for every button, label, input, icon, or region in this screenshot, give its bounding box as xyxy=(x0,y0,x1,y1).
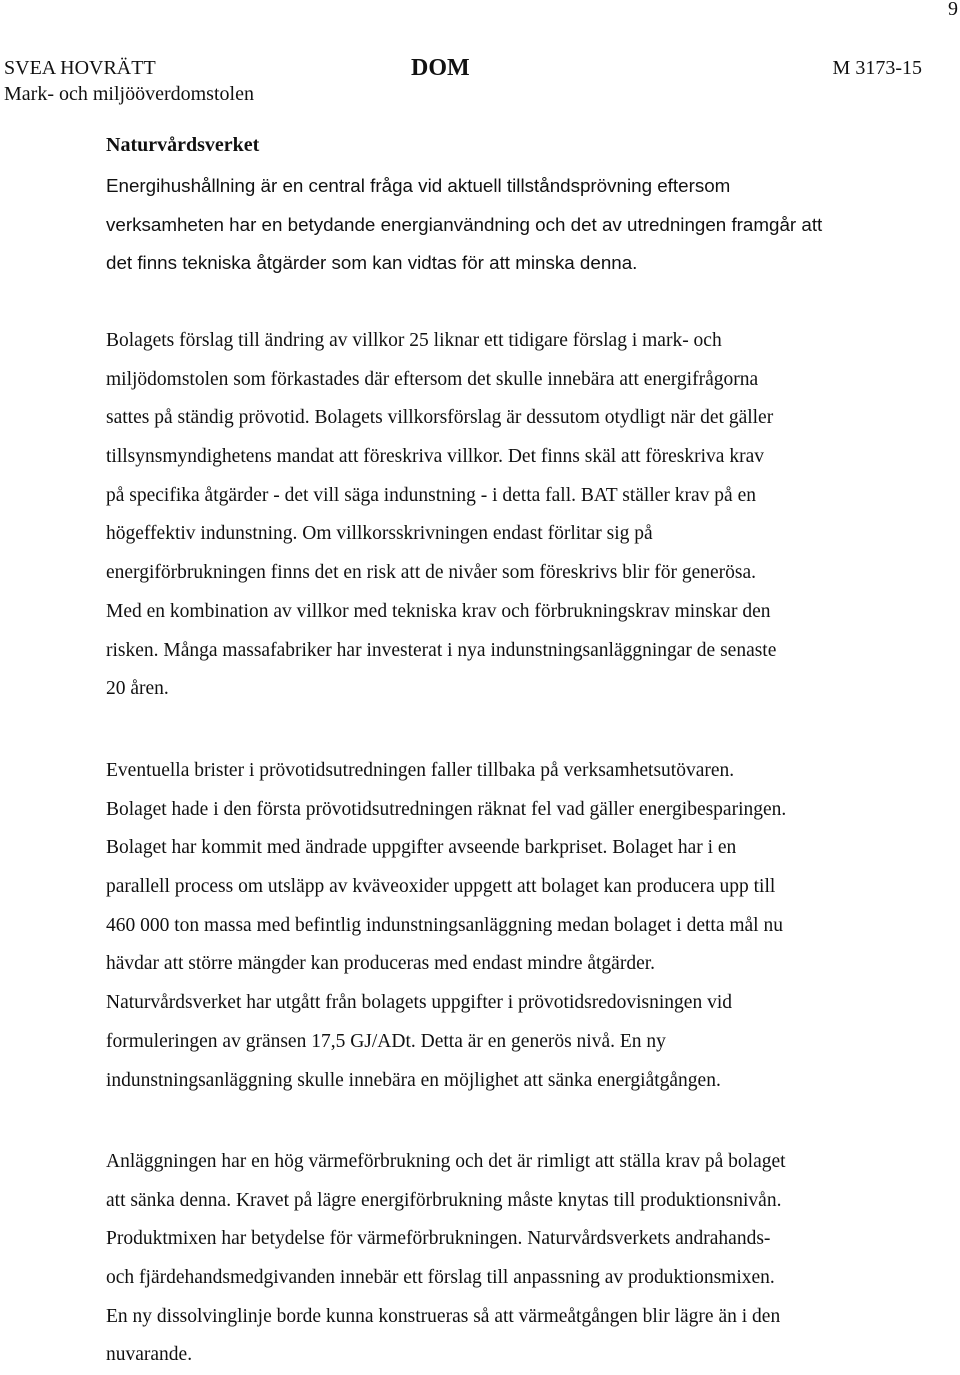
text-line: och fjärdehandsmedgivanden innebär ett förslag till anpassning av produktionsmixen. xyxy=(106,1267,775,1289)
court-department: Mark- och miljööverdomstolen xyxy=(4,83,254,105)
text-line: En ny dissolvinglinje borde kunna konstrueras så att värmeåtgången blir lägre än i den xyxy=(106,1305,781,1327)
text-line: sattes på ständig prövotid. Bolagets villkorsförslag är dessutom otydligt när det gäller xyxy=(106,407,774,429)
section-heading: Naturvårdsverket xyxy=(106,134,260,156)
text-line: verksamheten har en betydande energianvändning och det av utredningen framgår att xyxy=(106,213,823,235)
text-line: det finns tekniska åtgärder som kan vidtas för att minska denna. xyxy=(106,252,638,274)
text-line: miljödomstolen som förkastades där eftersom det skulle innebära att energifrågorna xyxy=(106,368,759,390)
text-line: 20 åren. xyxy=(106,678,169,700)
court-name: SVEA HOVRÄTT xyxy=(4,57,156,79)
text-line: formuleringen av gränsen 17,5 GJ/ADt. Detta är en generös nivå. En ny xyxy=(106,1030,666,1052)
text-line: Bolagets förslag till ändring av villkor 25 liknar ett tidigare förslag i mark- och xyxy=(106,330,722,351)
paragraph-1 xyxy=(106,167,906,283)
text-line: att sänka denna. Kravet på lägre energiförbrukning måste knytas till produktionsnivån. xyxy=(106,1189,782,1211)
paragraph-3 xyxy=(106,752,906,1100)
text-line: nuvarande. xyxy=(106,1344,193,1366)
text-line: Energihushållning är en central fråga vid aktuell tillståndsprövning eftersom xyxy=(106,175,731,196)
text-line: energiförbrukningen finns det en risk att de nivåer som föreskrivs blir för generösa. xyxy=(106,562,756,584)
paragraph-4 xyxy=(106,1143,906,1375)
text-line: på specifika åtgärder - det vill säga indunstning - i detta fall. BAT ställer krav på en xyxy=(106,484,756,506)
text-line: Med en kombination av villkor med tekniska krav och förbrukningskrav minskar den xyxy=(106,600,771,622)
page-number: 9 xyxy=(948,0,958,20)
text-line: Produktmixen har betydelse för värmeförbrukningen. Naturvårdsverkets andrahands- xyxy=(106,1228,771,1250)
text-line: Bolaget hade i den första prövotidsutredningen räknat fel vad gäller energibesparingen. xyxy=(106,798,787,820)
text-line: parallell process om utsläpp av kväveoxider uppgett att bolaget kan producera upp till xyxy=(106,876,776,898)
text-line: tillsynsmyndighetens mandat att föreskriva villkor. Det finns skäl att föreskriva krav xyxy=(106,446,764,468)
text-line: Bolaget har kommit med ändrade uppgifter avseende barkpriset. Bolaget har i en xyxy=(106,837,737,859)
text-line: Anläggningen har en hög värmeförbrukning och det är rimligt att ställa krav på bolaget xyxy=(106,1151,786,1172)
document-type: DOM xyxy=(411,55,470,81)
text-line: Eventuella brister i prövotidsutredningen faller tillbaka på verksamhetsutövaren. xyxy=(106,760,735,781)
text-line: risken. Många massafabriker har investerat i nya indunstningsanläggningar de senaste xyxy=(106,639,777,661)
text-line: hävdar att större mängder kan produceras med endast mindre åtgärder. xyxy=(106,953,656,975)
text-line: högeffektiv indunstning. Om villkorsskrivningen endast förlitar sig på xyxy=(106,523,653,545)
text-line: 460 000 ton massa med befintlig indunstningsanläggning medan bolaget i detta mål nu xyxy=(106,914,783,936)
text-line: Naturvårdsverket har utgått från bolagets uppgifter i prövotidsredovisningen vid xyxy=(106,992,732,1014)
text-line: indunstningsanläggning skulle innebära en möjlighet att sänka energiåtgången. xyxy=(106,1069,721,1091)
case-number: M 3173-15 xyxy=(832,57,922,79)
paragraph-2 xyxy=(106,322,906,709)
